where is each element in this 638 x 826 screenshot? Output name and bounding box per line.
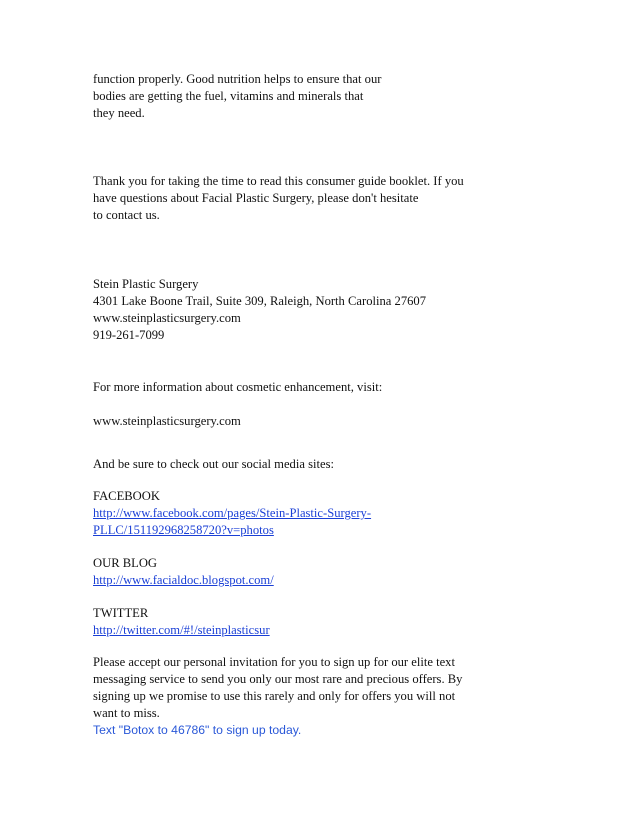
more-info-website [93, 413, 493, 430]
thanks-line-2: have questions about Facial Plastic Surgery, please don't hesitate [93, 191, 419, 205]
invitation-line-3: signing up we promise to use this rarely and only for offers you will not [93, 689, 456, 703]
facebook-link-line-1: http://www.facebook.com/pages/Stein-Plastic-Surgery- [93, 506, 372, 520]
more-info-line: For more information about cosmetic enhancement, visit: [93, 380, 383, 394]
practice-address: 4301 Lake Boone Trail, Suite 309, Raleigh, North Carolina 27607 [93, 294, 427, 308]
thanks-line-3: to contact us. [93, 208, 160, 222]
blog-section [93, 555, 493, 589]
blog-label: OUR BLOG [93, 556, 158, 570]
blog-link[interactable]: http://www.facialdoc.blogspot.com/ [93, 573, 274, 587]
twitter-link[interactable]: http://twitter.com/#!/steinplasticsur [93, 623, 270, 637]
invitation-line-4: want to miss. [93, 706, 160, 720]
nutrition-paragraph [93, 71, 493, 122]
twitter-section [93, 605, 493, 639]
nutrition-line-3: they need. [93, 106, 145, 120]
practice-name: Stein Plastic Surgery [93, 277, 199, 291]
more-info-website-text: www.steinplasticsurgery.com [93, 414, 241, 428]
facebook-label: FACEBOOK [93, 489, 160, 503]
sms-signup-cta: Text "Botox to 46786" to sign up today. [93, 723, 302, 737]
social-intro-text: And be sure to check out our social media sites: [93, 457, 334, 471]
invitation-line-1: Please accept our personal invitation for you to sign up for our elite text [93, 655, 455, 669]
facebook-section [93, 488, 493, 539]
contact-block [93, 276, 493, 344]
twitter-label: TWITTER [93, 606, 149, 620]
facebook-link-line-2: PLLC/151192968258720?v=photos [93, 523, 274, 537]
invitation-line-2: messaging service to send you only our most rare and precious offers. By [93, 672, 463, 686]
practice-phone: 919-261-7099 [93, 328, 165, 342]
document-page [93, 68, 493, 739]
thanks-paragraph [93, 173, 493, 224]
nutrition-line-2: bodies are getting the fuel, vitamins and minerals that [93, 89, 364, 103]
social-intro [93, 456, 493, 473]
practice-website: www.steinplasticsurgery.com [93, 311, 241, 325]
facebook-link[interactable] [93, 505, 493, 539]
nutrition-line-1: function properly. Good nutrition helps to ensure that our [93, 72, 382, 86]
more-info-text [93, 379, 493, 396]
invitation-paragraph [93, 654, 493, 739]
thanks-line-1: Thank you for taking the time to read this consumer guide booklet. If you [93, 174, 464, 188]
